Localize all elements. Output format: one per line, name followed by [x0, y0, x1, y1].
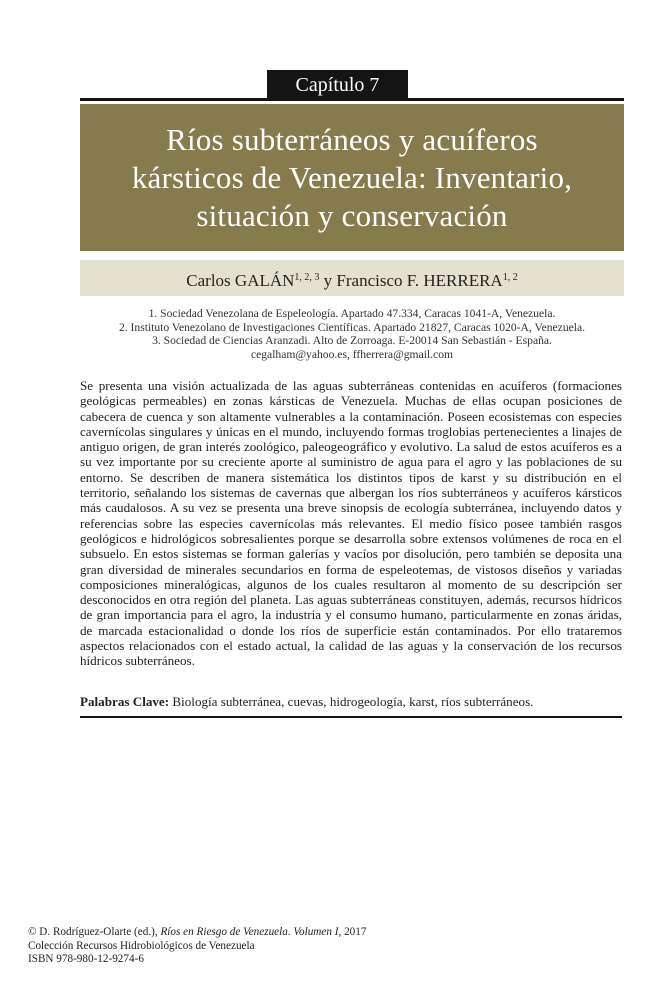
title-line-1: Ríos subterráneos y acuíferos	[166, 121, 538, 157]
keywords-text: Biología subterránea, cuevas, hidrogeología, karst, ríos subterráneos.	[169, 694, 534, 709]
author-connector: y	[319, 271, 337, 290]
keywords-label: Palabras Clave:	[80, 694, 170, 709]
footer-copyright: © D. Rodríguez-Olarte (ed.),	[28, 926, 161, 938]
footer-collection: Colección Recursos Hidrobiológicos de Venezuela	[28, 939, 255, 952]
affiliation-2: 2. Instituto Venezolano de Investigaciones Científicas. Apartado 21827, Caracas 1020-A, Venezuela.	[118, 320, 586, 334]
chapter-label: Capítulo 7	[267, 70, 408, 100]
author-emails: cegalham@yahoo.es, ffherrera@gmail.com	[250, 347, 454, 361]
keywords	[80, 694, 622, 709]
title-line-2: kársticos de Venezuela: Inventario,	[131, 159, 573, 195]
top-divider	[80, 98, 624, 101]
footer-citation	[28, 926, 366, 940]
bottom-divider	[80, 716, 622, 718]
footer-book-title: Ríos en Riesgo de Venezuela. Volumen I	[160, 926, 339, 938]
footer-isbn: ISBN 978-980-12-9274-6	[28, 953, 144, 965]
author-1-name: Carlos GALÁN	[186, 271, 295, 290]
affiliation-3: 3. Sociedad de Ciencias Aranzadi. Alto de Zorroaga. E-20014 San Sebastián - España.	[152, 334, 552, 347]
author-2-affiliations: 1, 2	[502, 272, 518, 283]
author-1-affiliations: 1, 2, 3	[294, 272, 320, 283]
authors-band	[80, 260, 624, 296]
title-line-3: situación y conservación	[196, 197, 508, 233]
affiliations	[80, 307, 624, 361]
title-band	[80, 104, 624, 251]
abstract: Se presenta una visión actualizada de las aguas subterráneas contenidas en acuíferos (formaciones geológicas permeables) en zonas kársticas de Venezuela. Muchas de ellas ocupan posiciones de cabecera de cuenca y son altamente vulnerables a la contaminación. Poseen ecosistemas con especies cavernícolas singulares y únicas en el mundo, incluyendo formas troglobias pertenecientes a linajes de antiguo origen, de gran interés zoológico, paleogeográfico y evolutivo. La salud de estos acuíferos es a su vez importante por su creciente aporte al suministro de agua para el agro y las poblaciones de su entorno. Se describen de manera sistemática los distintos tipos de karst y su distribución en el territorio, señalando los sistemas de cavernas que albergan los ríos subterráneos y acuíferos kársticos más caudalosos. A su vez se presenta una breve sinopsis de ecología subterránea, incluyendo datos y referencias sobre las especies cavernícolas más relevantes. El medio físico posee también rasgos geológicos e hidrológicos sobresalientes porque se desarrolla sobre extensos volúmenes de roca en el subsuelo. En estos sistemas se forman galerías y vacíos por disolución, pero también se deposita una gran diversidad de minerales secundarios en forma de espeleotemas, de vistosos diseños y variadas composiciones mineralógicas, algunos de los cuales resultaron al momento de su descripción ser desconocidos en otra región del planeta. Las aguas subterráneas constituyen, además, recursos hídricos de gran importancia para el agro, la industria y el consumo humano, particularmente en zonas áridas, de marcada estacionalidad o donde los ríos de superficie están contaminados. Por ello trataremos aspectos relacionados con el estado actual, la calidad de las aguas y la conservación de los recursos hídricos subterráneos.	[80, 378, 622, 669]
affiliation-1: 1. Sociedad Venezolana de Espeleología. Apartado 47.334, Caracas 1041-A, Venezuela.	[148, 307, 556, 320]
footer	[28, 926, 366, 967]
footer-year: , 2017	[338, 926, 367, 938]
author-2-name: Francisco F. HERRERA	[336, 271, 503, 290]
